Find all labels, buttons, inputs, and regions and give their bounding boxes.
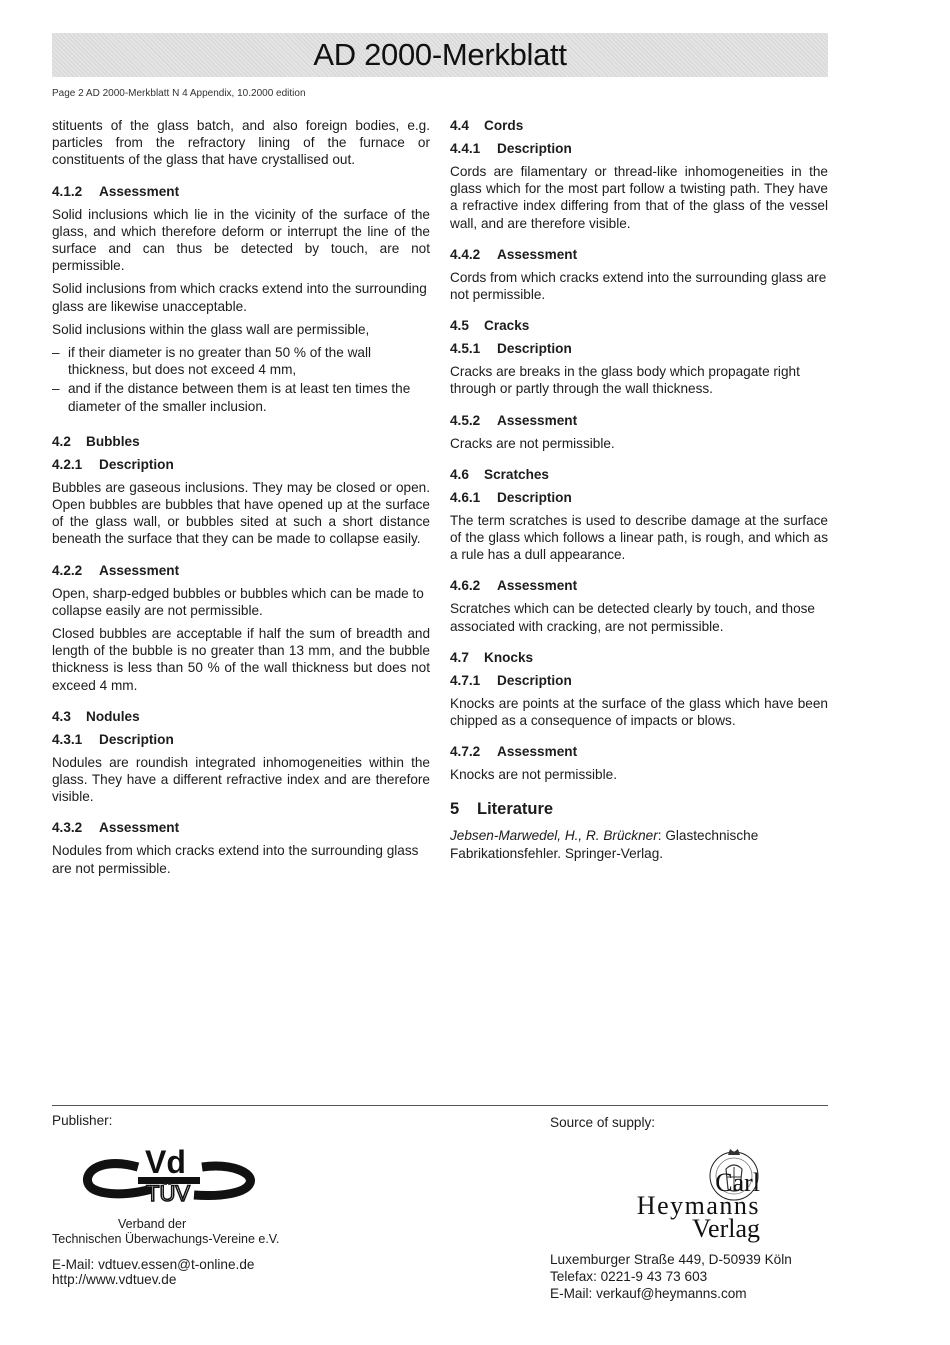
section-heading-4-1-2: 4.1.2 Assessment bbox=[52, 183, 180, 199]
supply-block bbox=[550, 1114, 830, 1302]
paragraph: Nodules from which cracks extend into the surrounding glass are not permissible. bbox=[52, 843, 419, 876]
section-heading-4-5-2: 4.5.2 Assessment bbox=[450, 412, 578, 428]
section-heading-4-3-2: 4.3.2 Assessment bbox=[52, 820, 180, 836]
paragraph: Knocks are not permissible. bbox=[450, 767, 617, 783]
section-heading-4-5-1: 4.5.1 Description bbox=[450, 341, 572, 357]
heymanns-logo bbox=[550, 1139, 830, 1251]
section-heading-4-2: 4.2 Bubbles bbox=[52, 433, 140, 449]
paragraph: Solid inclusions which lie in the vicinity of the surface of the glass, and which therefore deform or interrupt the line of the surface and can thus be detected by touch, are not permissible. bbox=[52, 206, 430, 274]
paragraph: Solid inclusions within the glass wall are permissible, bbox=[52, 321, 370, 337]
publisher-email[interactable]: E-Mail: vdtuev.essen@t-online.de bbox=[52, 1257, 255, 1272]
section-heading-5: 5 Literature bbox=[450, 800, 554, 819]
paragraph: stituents of the glass batch, and also foreign bodies, e.g. particles from the refractory lining of the furnace or constituents of the glass that have crystallised out. bbox=[52, 118, 430, 168]
supply-email[interactable]: E-Mail: verkauf@heymanns.com bbox=[550, 1286, 747, 1301]
section-heading-4-7-2: 4.7.2 Assessment bbox=[450, 744, 578, 760]
publisher-block bbox=[52, 1113, 432, 1287]
supply-address: Luxemburger Straße 449, D-50939 Köln bbox=[550, 1252, 792, 1267]
section-heading-4-6-1: 4.6.1 Description bbox=[450, 489, 572, 505]
section-heading-4-3: 4.3 Nodules bbox=[52, 708, 140, 724]
supply-label: Source of supply: bbox=[550, 1115, 656, 1130]
supply-fax: Telefax: 0221-9 43 73 603 bbox=[550, 1269, 708, 1284]
paragraph: Open, sharp-edged bubbles or bubbles which can be made to collapse easily are not permissible. bbox=[52, 585, 424, 618]
publisher-label: Publisher: bbox=[52, 1113, 113, 1128]
paragraph: Cords are filamentary or thread-like inhomogeneities in the glass which for the most part follow a twisting path. They have a refractive index differing from that of the glass of the vessel wall, and are therefore visible. bbox=[450, 164, 828, 231]
paragraph: Bubbles are gaseous inclusions. They may be closed or open. Open bubbles are bubbles that have opened up at the surface of the glass wall, or bubbles sited at such a short distance beneath the surface that they can be made to collapse easily. bbox=[52, 479, 430, 547]
svg-text:Vd: Vd bbox=[145, 1144, 186, 1180]
header-banner bbox=[52, 33, 828, 77]
paragraph: Cracks are breaks in the glass body which propagate right through or partly through the wall thickness. bbox=[450, 364, 800, 397]
section-heading-4-5: 4.5 Cracks bbox=[450, 318, 530, 334]
section-heading-4-6: 4.6 Scratches bbox=[450, 466, 549, 482]
list-item: – if their diameter is no greater than 50 % of the wall thickness, but does not exceed 4 mm, bbox=[52, 344, 430, 378]
paragraph: Nodules are roundish integrated inhomogeneities within the glass. They have a different refractive index and are therefore visible. bbox=[52, 754, 430, 805]
verlag-name: Carl Heymanns Verlag bbox=[636, 1168, 760, 1243]
publisher-website[interactable]: http://www.vdtuev.de bbox=[52, 1272, 177, 1287]
section-heading-4-7: 4.7 Knocks bbox=[450, 649, 534, 665]
publisher-contact bbox=[52, 1257, 432, 1287]
vdtuev-logo bbox=[82, 1137, 272, 1217]
condition-list bbox=[52, 344, 430, 415]
section-heading-4-2-1: 4.2.1 Description bbox=[52, 456, 174, 472]
literature-reference: Jebsen-Marwedel, H., R. Brückner: Glastechnische Fabrikationsfehler. Springer-Verlag. bbox=[450, 828, 759, 861]
svg-text:TÜV: TÜV bbox=[146, 1181, 190, 1206]
paragraph: Closed bubbles are acceptable if half the sum of breadth and length of the bubble is no greater than 13 mm, and the bubble thickness is less than 50 % of the wall thickness but does not exceed 4 mm. bbox=[52, 626, 430, 693]
page-reference: Page 2 AD 2000-Merkblatt N 4 Appendix, 10.2000 edition bbox=[52, 88, 306, 99]
left-column bbox=[52, 117, 430, 883]
paragraph: Scratches which can be detected clearly by touch, and those associated with cracking, are not permissible. bbox=[450, 601, 815, 634]
list-item: – and if the distance between them is at least ten times the diameter of the smaller inclusion. bbox=[52, 380, 430, 414]
section-heading-4-4-2: 4.4.2 Assessment bbox=[450, 246, 578, 262]
paragraph: Cracks are not permissible. bbox=[450, 435, 615, 451]
section-heading-4-3-1: 4.3.1 Description bbox=[52, 731, 174, 747]
document-title: AD 2000-Merkblatt bbox=[313, 37, 567, 72]
section-heading-4-6-2: 4.6.2 Assessment bbox=[450, 578, 578, 594]
footer-divider bbox=[52, 1105, 828, 1106]
supply-contact bbox=[550, 1251, 830, 1302]
paragraph: The term scratches is used to describe damage at the surface of the glass which follows a linear path, is rough, and which as a rule has a dull appearance. bbox=[450, 512, 828, 563]
section-heading-4-4: 4.4 Cords bbox=[450, 118, 524, 133]
association-name: Verband der Technischen Überwachungs-Vereine e.V. bbox=[52, 1217, 280, 1246]
paragraph: Knocks are points at the surface of the glass which have been chipped as a consequence of impacts or blows. bbox=[450, 695, 828, 729]
right-column bbox=[450, 117, 828, 868]
section-heading-4-2-2: 4.2.2 Assessment bbox=[52, 562, 180, 578]
section-heading-4-4-1: 4.4.1 Description bbox=[450, 141, 572, 156]
paragraph: Cords from which cracks extend into the surrounding glass are not permissible. bbox=[450, 269, 827, 303]
section-heading-4-7-1: 4.7.1 Description bbox=[450, 672, 572, 688]
paragraph: Solid inclusions from which cracks extend into the surrounding glass are likewise unacceptable. bbox=[52, 281, 427, 314]
